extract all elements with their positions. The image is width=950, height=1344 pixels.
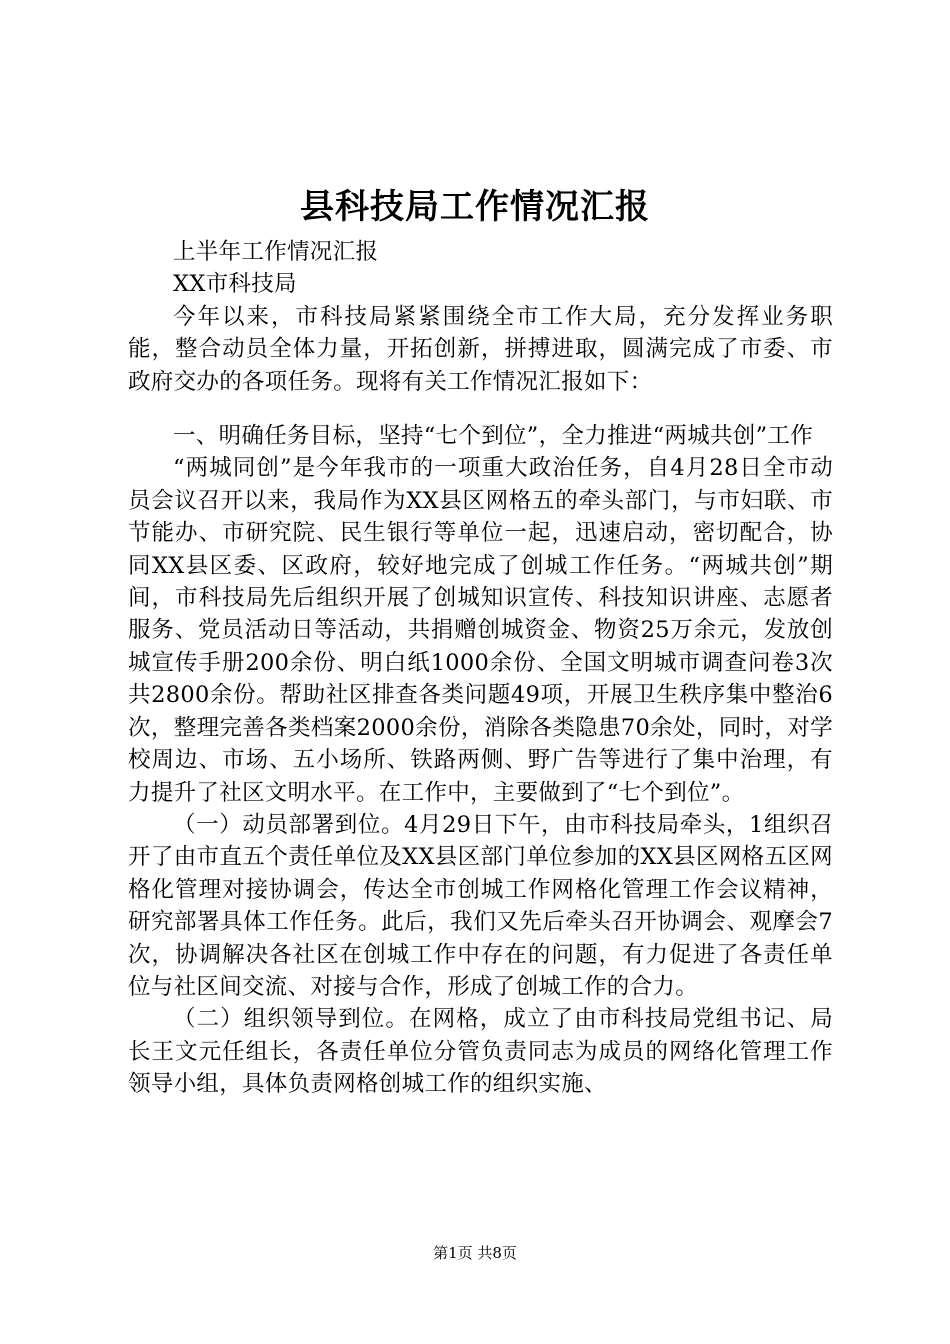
page-number: 第1页 共8页: [433, 1244, 517, 1262]
paragraph-intro: 今年以来，市科技局紧紧围绕全市工作大局，充分发挥业务职能，整合动员全体力量，开拓创新，拼搏进取，圆满完成了市委、市政府交办的各项任务。现将有关工作情况汇报如下：: [128, 303, 833, 395]
paragraph-item-1: （一）动员部署到位。4月29日下午，由市科技局牵头，1组织召开了由市直五个责任单位及XX县区部门单位参加的XX县区网格五区网格化管理对接协调会，传达全市创城工作网格化管理工作会议精神，研究部署具体工作任务。此后，我们又先后牵头召开协调会、观摩会7次，协调解决各社区在创城工作中存在的问题，有力促进了各责任单位与社区间交流、对接与合作，形成了创城工作的合力。: [128, 811, 833, 1000]
document-subtitle: 上半年工作情况汇报: [173, 239, 379, 265]
paragraph-overview: “两城同创”是今年我市的一项重大政治任务，自4月28日全市动员会议召开以来，我局作为XX县区网格五的牵头部门，与市妇联、市节能办、市研究院、民生银行等单位一起，迅速启动，密切配合，协同XX县区委、区政府，较好地完成了创城工作任务。“两城共创”期间，市科技局先后组织开展了创城知识宣传、科技知识讲座、志愿者服务、党员活动日等活动，共捐赠创城资金、物资25万余元，发放创城宣传手册200余份、明白纸1000余份、全国文明城市调查问卷3次共2800余份。帮助社区排查各类问题49项，开展卫生秩序集中整治6次，整理完善各类档案2000余份，消除各类隐患70余处，同时，对学校周边、市场、五小场所、铁路两侧、野广告等进行了集中治理，有力提升了社区文明水平。在工作中，主要做到了“七个到位”。: [128, 455, 833, 806]
document-title: 县科技局工作情况汇报: [300, 187, 650, 227]
document-body: [128, 236, 833, 1101]
document-issuer: XX市科技局: [173, 271, 297, 298]
section-heading: 一、明确任务目标，坚持“七个到位”，全力推进“两城共创”工作: [173, 423, 814, 450]
paragraph-item-2: （二）组织领导到位。在网格，成立了由市科技局党组书记、局长王文元任组长，各责任单位分管负责同志为成员的网络化管理工作领导小组，具体负责网格创城工作的组织实施、: [128, 1006, 833, 1098]
